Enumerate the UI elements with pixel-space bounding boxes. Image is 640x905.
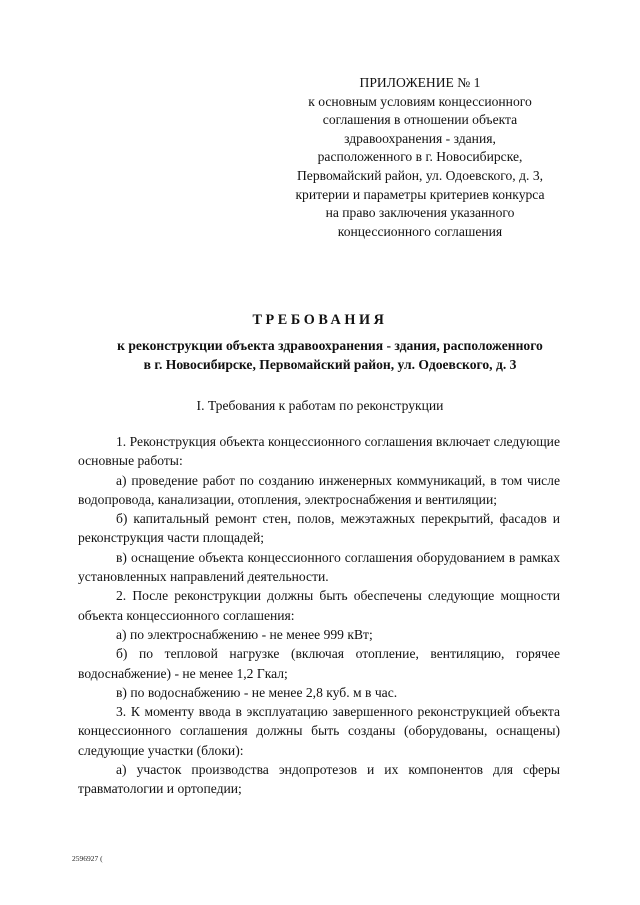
- appendix-line: критерии и параметры критериев конкурса: [295, 186, 545, 202]
- appendix-header: [270, 74, 570, 241]
- document-subtitle: [60, 336, 600, 374]
- paragraph: в) по водоснабжению - не менее 2,8 куб. м в час.: [116, 684, 398, 700]
- paragraph: в) оснащение объекта концессионного соглашения оборудованием в рамках установленных направлений деятельности.: [78, 549, 560, 585]
- appendix-line: на право заключения указанного: [325, 205, 515, 221]
- appendix-title: ПРИЛОЖЕНИЕ № 1: [359, 75, 481, 90]
- paragraph: а) участок производства эндопротезов и их компонентов для сферы травматологии и ортопедии;: [78, 762, 560, 797]
- document-body: [78, 432, 560, 799]
- paragraph: а) проведение работ по созданию инженерных коммуникаций, в том числе водопровода, канализации, отопления, электроснабжения и вентиляции;: [78, 472, 560, 507]
- paragraph: а) по электроснабжению - не менее 999 кВт;: [116, 626, 373, 642]
- appendix-line: расположенного в г. Новосибирске,: [317, 149, 523, 165]
- paragraph: 2. После реконструкции должны быть обеспечены следующие мощности объекта концессионного соглашения:: [78, 588, 560, 623]
- section-heading: I. Требования к работам по реконструкции: [196, 398, 444, 413]
- appendix-line: Первомайский район, ул. Одоевского, д. 3,: [296, 167, 544, 183]
- footer-document-code: 2596927 (: [72, 854, 103, 863]
- paragraph: б) по тепловой нагрузке (включая отопление, вентиляцию, горячее водоснабжение) - не менее 1,2 Гкал;: [78, 646, 560, 681]
- paragraph: б) капитальный ремонт стен, полов, межэтажных перекрытий, фасадов и реконструкция части площадей;: [78, 511, 560, 546]
- appendix-line: соглашения в отношении объекта: [322, 112, 518, 128]
- document-title: ТРЕБОВАНИЯ: [252, 312, 388, 328]
- paragraph: 3. К моменту ввода в эксплуатацию завершенного реконструкцией объекта концессионного соглашения должны быть созданы (оборудованы, оснащены) следующие участки (блоки):: [78, 704, 560, 758]
- appendix-line: к основным условиям концессионного: [308, 93, 532, 109]
- paragraph: 1. Реконструкция объекта концессионного соглашения включает следующие основные работы:: [78, 434, 560, 469]
- subtitle-line: в г. Новосибирске, Первомайский район, ул. Одоевского, д. 3: [143, 357, 517, 372]
- appendix-line: концессионного соглашения: [337, 223, 503, 239]
- appendix-line: здравоохранения - здания,: [344, 130, 496, 146]
- subtitle-line: к реконструкции объекта здравоохранения - здания, расположенного: [117, 338, 543, 353]
